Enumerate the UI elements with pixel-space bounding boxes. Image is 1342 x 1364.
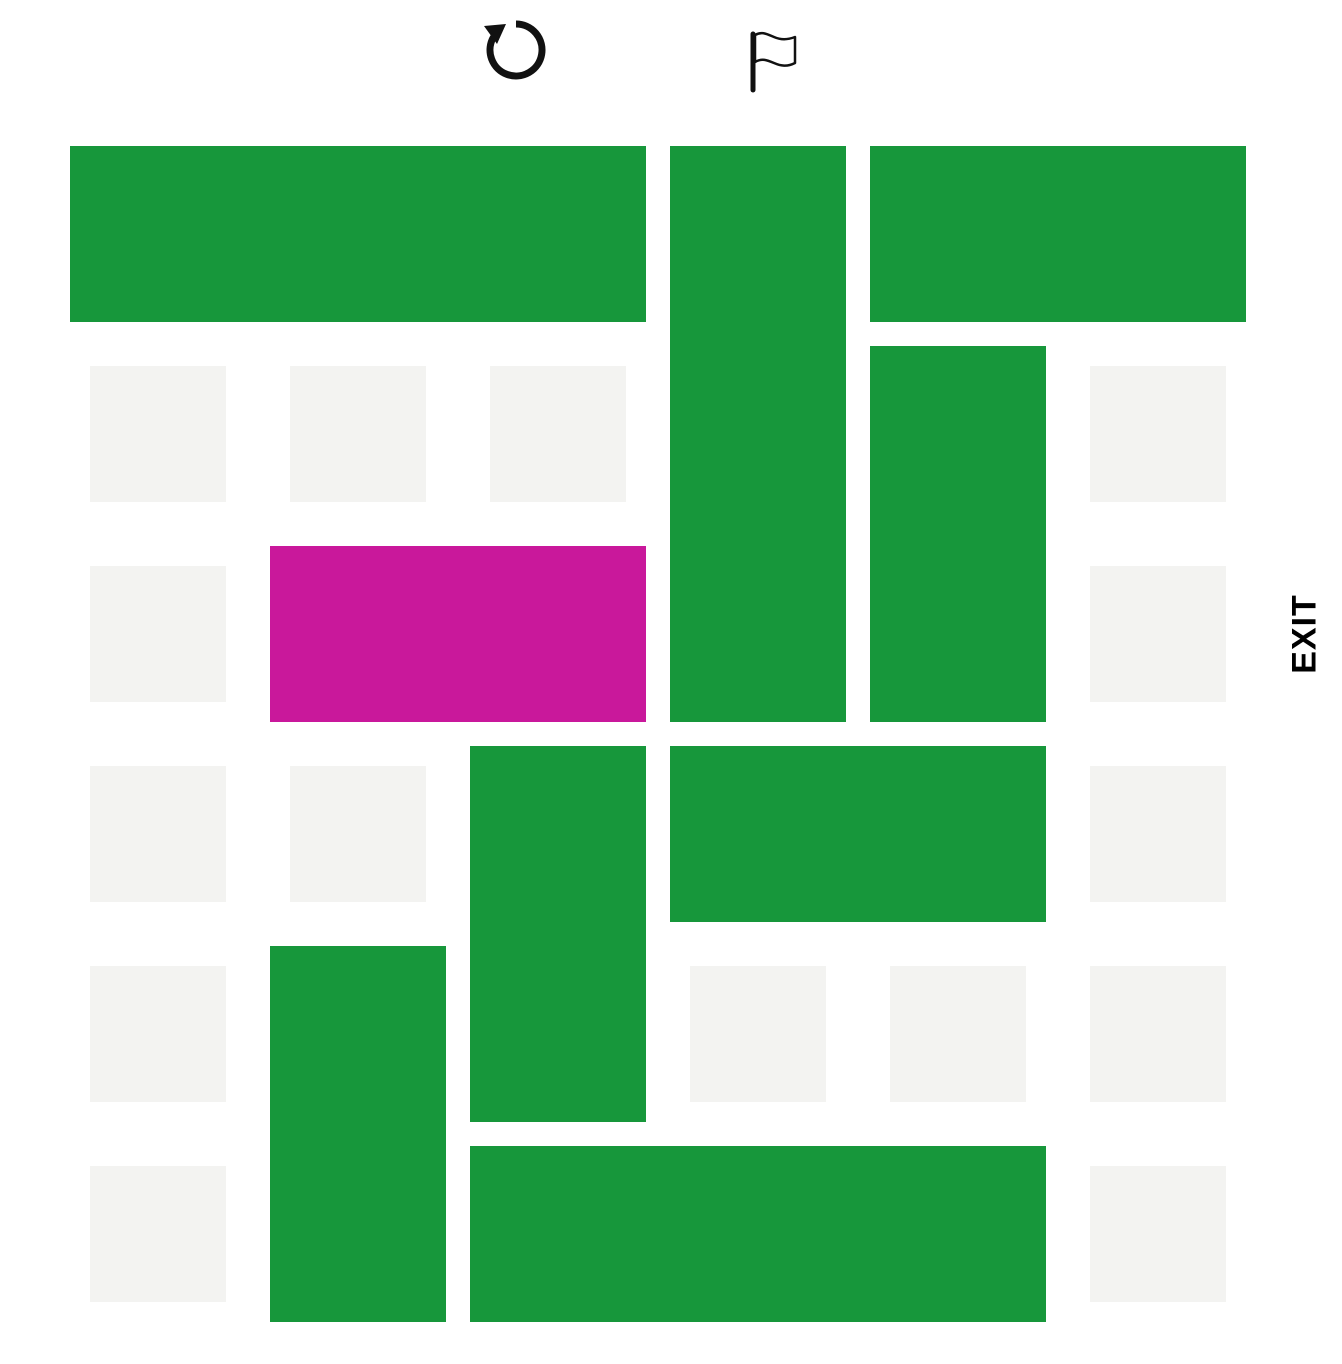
flag-icon [740, 26, 804, 98]
empty-cell [1090, 966, 1226, 1102]
empty-cell [290, 366, 426, 502]
empty-cell [1090, 1166, 1226, 1302]
empty-cell [90, 1166, 226, 1302]
empty-cell [1090, 566, 1226, 702]
block-v-top-middle[interactable] [670, 146, 846, 722]
block-h-center-right[interactable] [670, 746, 1046, 922]
flag-button[interactable] [740, 26, 804, 98]
empty-cell [690, 966, 826, 1102]
empty-cell [1090, 366, 1226, 502]
restart-icon [480, 14, 552, 86]
empty-cell [90, 366, 226, 502]
empty-cell [1090, 766, 1226, 902]
restart-button[interactable] [480, 14, 552, 86]
target-block[interactable] [270, 546, 646, 722]
exit-label: EXIT [1285, 594, 1324, 674]
block-v-right-middle[interactable] [870, 346, 1046, 722]
empty-cell [90, 766, 226, 902]
empty-cell [490, 366, 626, 502]
block-v-bottom-left[interactable] [270, 946, 446, 1322]
block-v-center[interactable] [470, 746, 646, 1122]
block-h-top-left[interactable] [70, 146, 646, 322]
empty-cell [90, 966, 226, 1102]
empty-cell [290, 766, 426, 902]
block-h-bottom[interactable] [470, 1146, 1046, 1322]
block-h-top-right[interactable] [870, 146, 1246, 322]
puzzle-board [70, 146, 1246, 1322]
empty-cell [890, 966, 1026, 1102]
empty-cell [90, 566, 226, 702]
